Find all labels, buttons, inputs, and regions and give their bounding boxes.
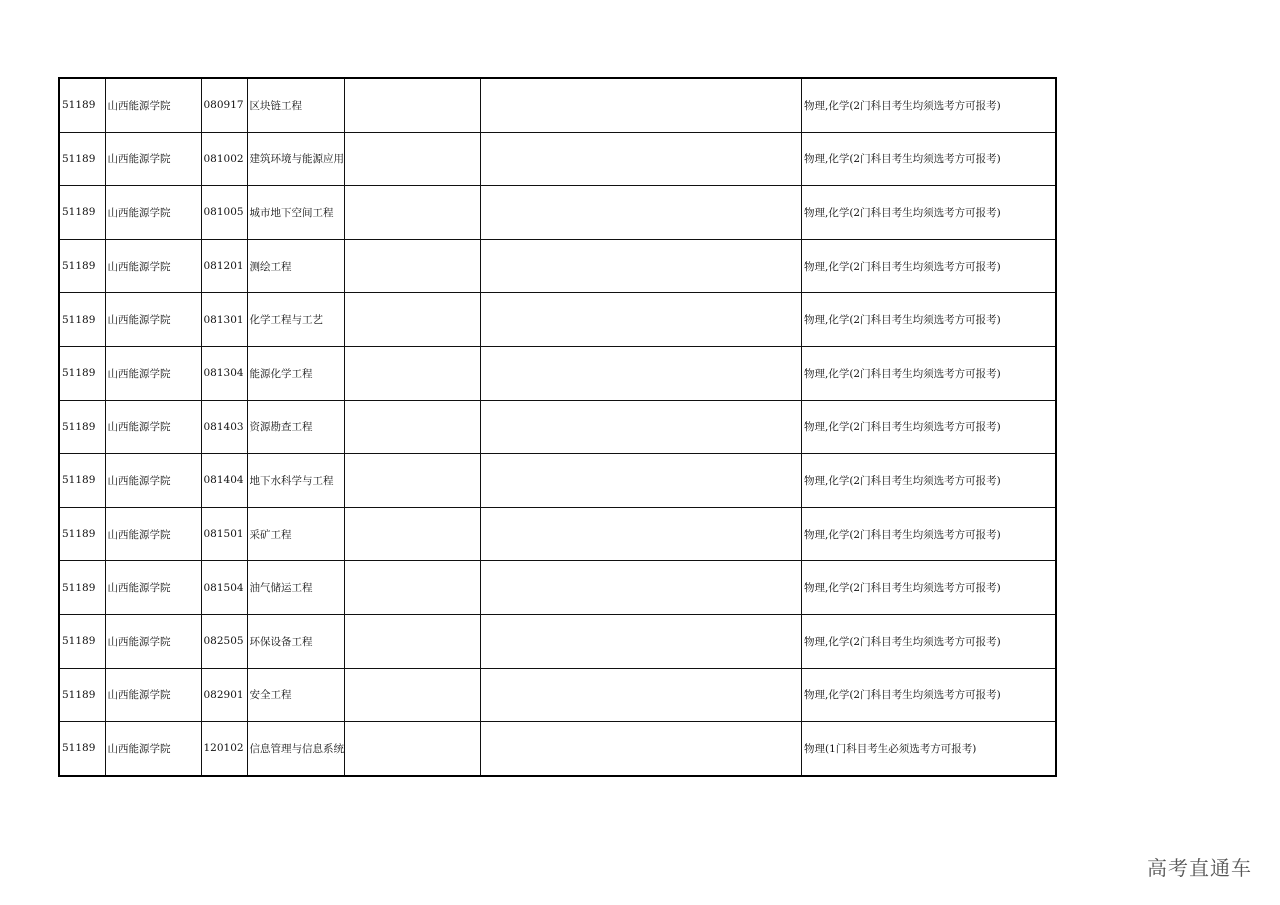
school-name-cell: 山西能源学院 xyxy=(105,507,201,561)
major-code-cell: 120102 xyxy=(201,722,247,776)
blank-cell xyxy=(481,561,802,615)
subject-requirement-cell: 物理,化学(2门科目考生均须选考方可报考) xyxy=(802,293,1056,347)
subject-requirement-cell: 物理(1门科目考生必须选考方可报考) xyxy=(802,722,1056,776)
table-row xyxy=(59,346,1056,400)
table-row xyxy=(59,668,1056,722)
blank-cell xyxy=(481,293,802,347)
school-code-cell: 51189 xyxy=(59,78,105,132)
table-row xyxy=(59,614,1056,668)
major-code-cell: 082901 xyxy=(201,668,247,722)
major-code-cell: 081504 xyxy=(201,561,247,615)
subject-requirement-cell: 物理,化学(2门科目考生均须选考方可报考) xyxy=(802,400,1056,454)
blank-cell xyxy=(345,132,481,186)
blank-cell xyxy=(481,346,802,400)
subject-requirement-cell: 物理,化学(2门科目考生均须选考方可报考) xyxy=(802,346,1056,400)
school-name-cell: 山西能源学院 xyxy=(105,561,201,615)
school-name-cell: 山西能源学院 xyxy=(105,239,201,293)
blank-cell xyxy=(345,293,481,347)
table-row xyxy=(59,454,1056,508)
major-name-cell: 信息管理与信息系统 xyxy=(247,722,345,776)
major-code-cell: 081002 xyxy=(201,132,247,186)
school-code-cell: 51189 xyxy=(59,293,105,347)
blank-cell xyxy=(481,400,802,454)
major-code-cell: 082505 xyxy=(201,614,247,668)
school-name-cell: 山西能源学院 xyxy=(105,346,201,400)
blank-cell xyxy=(345,186,481,240)
major-code-cell: 080917 xyxy=(201,78,247,132)
table-body xyxy=(59,78,1056,776)
school-name-cell: 山西能源学院 xyxy=(105,722,201,776)
subject-requirement-cell: 物理,化学(2门科目考生均须选考方可报考) xyxy=(802,239,1056,293)
blank-cell xyxy=(481,454,802,508)
school-code-cell: 51189 xyxy=(59,132,105,186)
subject-requirement-cell: 物理,化学(2门科目考生均须选考方可报考) xyxy=(802,132,1056,186)
subject-requirement-cell: 物理,化学(2门科目考生均须选考方可报考) xyxy=(802,561,1056,615)
subject-requirement-cell: 物理,化学(2门科目考生均须选考方可报考) xyxy=(802,78,1056,132)
major-code-cell: 081005 xyxy=(201,186,247,240)
blank-cell xyxy=(345,78,481,132)
major-name-cell: 能源化学工程 xyxy=(247,346,345,400)
school-code-cell: 51189 xyxy=(59,561,105,615)
school-name-cell: 山西能源学院 xyxy=(105,78,201,132)
table-row xyxy=(59,186,1056,240)
major-code-cell: 081201 xyxy=(201,239,247,293)
blank-cell xyxy=(345,561,481,615)
school-code-cell: 51189 xyxy=(59,722,105,776)
school-code-cell: 51189 xyxy=(59,454,105,508)
school-name-cell: 山西能源学院 xyxy=(105,293,201,347)
major-name-cell: 资源勘查工程 xyxy=(247,400,345,454)
blank-cell xyxy=(481,186,802,240)
blank-cell xyxy=(481,239,802,293)
subject-requirement-cell: 物理,化学(2门科目考生均须选考方可报考) xyxy=(802,507,1056,561)
table-row xyxy=(59,561,1056,615)
major-name-cell: 测绘工程 xyxy=(247,239,345,293)
blank-cell xyxy=(345,346,481,400)
table-row xyxy=(59,132,1056,186)
blank-cell xyxy=(481,78,802,132)
blank-cell xyxy=(481,722,802,776)
major-name-cell: 建筑环境与能源应用 xyxy=(247,132,345,186)
table-row xyxy=(59,722,1056,776)
subject-requirement-cell: 物理,化学(2门科目考生均须选考方可报考) xyxy=(802,186,1056,240)
school-name-cell: 山西能源学院 xyxy=(105,454,201,508)
major-name-cell: 安全工程 xyxy=(247,668,345,722)
watermark-text: 高考直通车 xyxy=(1147,856,1252,880)
subject-requirement-cell: 物理,化学(2门科目考生均须选考方可报考) xyxy=(802,668,1056,722)
table-row xyxy=(59,293,1056,347)
major-code-cell: 081501 xyxy=(201,507,247,561)
blank-cell xyxy=(345,454,481,508)
major-name-cell: 采矿工程 xyxy=(247,507,345,561)
school-name-cell: 山西能源学院 xyxy=(105,132,201,186)
major-name-cell: 环保设备工程 xyxy=(247,614,345,668)
school-code-cell: 51189 xyxy=(59,614,105,668)
major-code-cell: 081403 xyxy=(201,400,247,454)
major-name-cell: 区块链工程 xyxy=(247,78,345,132)
table-row xyxy=(59,78,1056,132)
school-name-cell: 山西能源学院 xyxy=(105,668,201,722)
school-code-cell: 51189 xyxy=(59,186,105,240)
blank-cell xyxy=(481,132,802,186)
blank-cell xyxy=(481,614,802,668)
school-code-cell: 51189 xyxy=(59,400,105,454)
table-row xyxy=(59,507,1056,561)
major-name-cell: 化学工程与工艺 xyxy=(247,293,345,347)
blank-cell xyxy=(345,614,481,668)
major-code-cell: 081404 xyxy=(201,454,247,508)
blank-cell xyxy=(345,239,481,293)
blank-cell xyxy=(345,400,481,454)
table-row xyxy=(59,239,1056,293)
school-code-cell: 51189 xyxy=(59,668,105,722)
blank-cell xyxy=(345,722,481,776)
subject-requirement-cell: 物理,化学(2门科目考生均须选考方可报考) xyxy=(802,614,1056,668)
major-code-cell: 081301 xyxy=(201,293,247,347)
subject-requirement-cell: 物理,化学(2门科目考生均须选考方可报考) xyxy=(802,454,1056,508)
blank-cell xyxy=(481,668,802,722)
blank-cell xyxy=(481,507,802,561)
major-name-cell: 地下水科学与工程 xyxy=(247,454,345,508)
blank-cell xyxy=(345,507,481,561)
school-name-cell: 山西能源学院 xyxy=(105,400,201,454)
table-row xyxy=(59,400,1056,454)
school-code-cell: 51189 xyxy=(59,346,105,400)
major-code-cell: 081304 xyxy=(201,346,247,400)
major-name-cell: 油气储运工程 xyxy=(247,561,345,615)
admission-requirements-table xyxy=(58,77,1057,777)
school-code-cell: 51189 xyxy=(59,239,105,293)
major-name-cell: 城市地下空间工程 xyxy=(247,186,345,240)
school-name-cell: 山西能源学院 xyxy=(105,186,201,240)
school-name-cell: 山西能源学院 xyxy=(105,614,201,668)
school-code-cell: 51189 xyxy=(59,507,105,561)
blank-cell xyxy=(345,668,481,722)
